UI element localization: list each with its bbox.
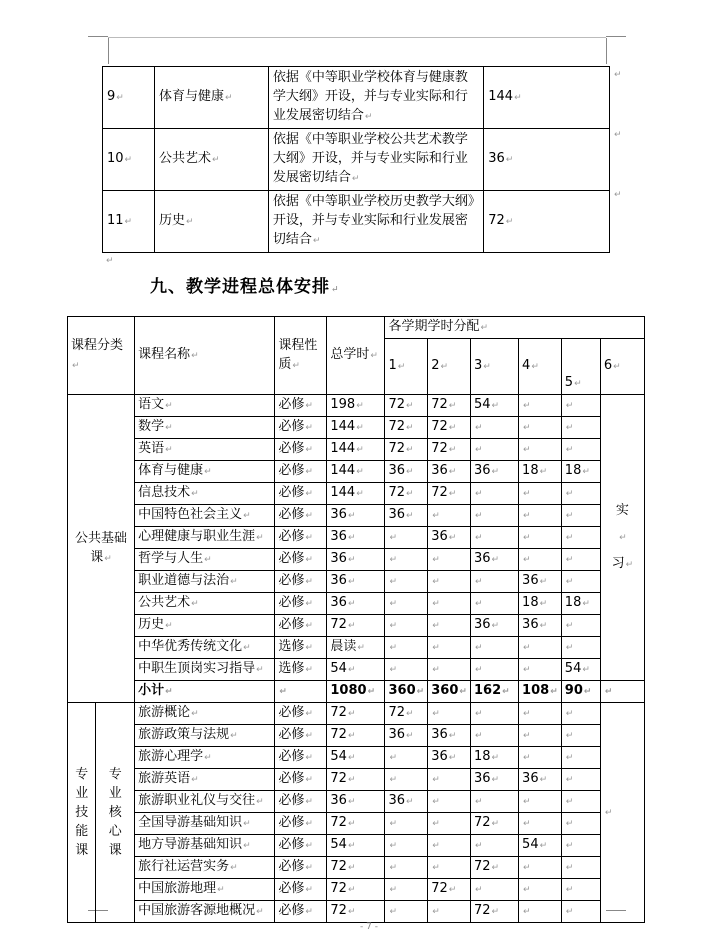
semester-4-cell: ↵: [519, 395, 562, 417]
semester-1-cell: ↵: [385, 769, 428, 791]
course-name-cell: 旅游概论↵: [135, 703, 275, 725]
semester-2-cell: ↵: [428, 615, 471, 637]
semester-5-cell: ↵: [561, 901, 600, 923]
semester-1-cell: 36↵: [385, 505, 428, 527]
semester-3-cell: ↵: [470, 725, 518, 747]
course-row: [103, 129, 610, 191]
table-row: [68, 439, 645, 461]
semester-1-cell: ↵: [385, 747, 428, 769]
table-row: [68, 725, 645, 747]
total-hours-cell: 72↵: [327, 879, 385, 901]
course-name-cell: 中国特色社会主义↵: [135, 505, 275, 527]
semester-4-cell: ↵: [519, 483, 562, 505]
course-name-cell: 旅行社运营实务↵: [135, 857, 275, 879]
semester-1-cell: 36↵: [385, 725, 428, 747]
semester-4-cell: ↵: [519, 813, 562, 835]
semester-4-cell: 36↵: [519, 615, 562, 637]
semester-2-cell: ↵: [428, 659, 471, 681]
course-nature-cell: 必修↵: [275, 483, 327, 505]
semester-1-cell: ↵: [385, 835, 428, 857]
semester-2-cell: ↵: [428, 901, 471, 923]
semester-5-cell: ↵: [561, 791, 600, 813]
professional-core-course-label: 专业核心课: [96, 703, 135, 923]
semester-5-cell: ↵: [561, 703, 600, 725]
semester-1-cell: ↵: [385, 527, 428, 549]
course-nature-cell: 必修↵: [275, 901, 327, 923]
course-name-cell: 旅游心理学↵: [135, 747, 275, 769]
semester-1-cell: ↵: [385, 615, 428, 637]
course-row: [103, 67, 610, 129]
semester-2-cell: ↵: [428, 703, 471, 725]
semester-5-cell: ↵: [561, 549, 600, 571]
course-name-cell: 语文↵: [135, 395, 275, 417]
semester-2-cell: 36↵: [428, 747, 471, 769]
semester-2-cell: ↵: [428, 637, 471, 659]
course-nature-cell: 必修↵: [275, 615, 327, 637]
header-nature: 课程性质↵: [275, 317, 327, 395]
semester-2-cell: ↵: [428, 571, 471, 593]
internship-char-1: 实: [615, 502, 629, 518]
total-hours-cell: 36↵: [327, 571, 385, 593]
table-row: [68, 659, 645, 681]
table-row: [68, 461, 645, 483]
semester-2-cell: ↵: [428, 857, 471, 879]
semester-1-cell: ↵: [385, 571, 428, 593]
course-row: [103, 191, 610, 253]
course-name-cell: 历史↵: [135, 615, 275, 637]
semester-4-cell: ↵: [519, 747, 562, 769]
crop-mark-top-left-v: [108, 38, 109, 64]
header-semester-6: 6↵: [600, 339, 644, 395]
course-nature-cell: 必修↵: [275, 791, 327, 813]
page-number: - 7 -: [360, 922, 378, 932]
total-hours-cell: 54↵: [327, 747, 385, 769]
header-course-name: 课程名称↵: [135, 317, 275, 395]
course-name: 公共艺术↵: [154, 129, 268, 191]
table-row: [68, 527, 645, 549]
course-name: 历史↵: [154, 191, 268, 253]
semester-2-cell: ↵: [428, 593, 471, 615]
course-name-cell: 地方导游基础知识↵: [135, 835, 275, 857]
course-nature-cell: 必修↵: [275, 769, 327, 791]
header-row-1: [68, 317, 645, 339]
total-hours-cell: 198↵: [327, 395, 385, 417]
total-hours-cell: 54↵: [327, 659, 385, 681]
course-name-cell: 数学↵: [135, 417, 275, 439]
semester-5-cell: 90↵: [561, 681, 600, 703]
semester-1-cell: 36↵: [385, 461, 428, 483]
course-name-cell: 旅游政策与法规↵: [135, 725, 275, 747]
semester-5-cell: ↵: [561, 483, 600, 505]
semester-2-cell: 72↵: [428, 879, 471, 901]
semester-2-cell: 72↵: [428, 417, 471, 439]
semester-5-cell: ↵: [561, 879, 600, 901]
semester-3-cell: 36↵: [470, 461, 518, 483]
internship-char-2: 习: [611, 555, 625, 571]
professional-skill-course-label: 专业技能课: [68, 703, 96, 923]
course-nature-cell: 必修↵: [275, 879, 327, 901]
header-semester-5: 5↵: [561, 339, 600, 395]
semester-1-cell: 72↵: [385, 439, 428, 461]
semester-3-cell: ↵: [470, 483, 518, 505]
course-nature-cell: 必修↵: [275, 725, 327, 747]
course-nature-cell: 必修↵: [275, 549, 327, 571]
semester-3-cell: ↵: [470, 835, 518, 857]
semester-5-cell: ↵: [561, 813, 600, 835]
semester-5-cell: ↵: [561, 505, 600, 527]
total-hours-cell: 72↵: [327, 703, 385, 725]
semester-5-cell: ↵: [561, 439, 600, 461]
semester-3-cell: 36↵: [470, 549, 518, 571]
semester-2-cell: 72↵: [428, 439, 471, 461]
semester-2-cell: ↵: [428, 769, 471, 791]
course-nature-cell: 必修↵: [275, 417, 327, 439]
semester-5-cell: ↵: [561, 637, 600, 659]
semester-4-cell: ↵: [519, 901, 562, 923]
course-name: 体育与健康↵: [154, 67, 268, 129]
table-row: [68, 593, 645, 615]
table-row: [68, 769, 645, 791]
course-name-cell: 体育与健康↵: [135, 461, 275, 483]
semester-4-cell: ↵: [519, 703, 562, 725]
table-row: [68, 747, 645, 769]
semester-3-cell: 18↵: [470, 747, 518, 769]
semester-3-cell: ↵: [470, 571, 518, 593]
semester-4-cell: ↵: [519, 417, 562, 439]
course-name-cell: 中国旅游客源地概况↵: [135, 901, 275, 923]
semester-5-cell: ↵: [561, 417, 600, 439]
subtotal-row: [68, 681, 645, 703]
semester-6-cell: ↵: [600, 703, 644, 923]
total-hours-cell: 36↵: [327, 791, 385, 813]
course-nature-cell: 必修↵: [275, 835, 327, 857]
header-rule: [108, 37, 606, 38]
header-semester-group: 各学期学时分配↵: [385, 317, 645, 339]
crop-mark-top-left-h: [88, 36, 108, 37]
total-hours-cell: 72↵: [327, 615, 385, 637]
semester-4-cell: ↵: [519, 879, 562, 901]
semester-5-cell: ↵: [561, 571, 600, 593]
semester-3-cell: 72↵: [470, 857, 518, 879]
semester-3-cell: ↵: [470, 703, 518, 725]
total-hours-cell: 72↵: [327, 725, 385, 747]
table-row: [68, 571, 645, 593]
semester-6-cell: ↵: [600, 681, 644, 703]
table-row: [68, 857, 645, 879]
course-nature-cell: 必修↵: [275, 571, 327, 593]
course-nature-cell: 必修↵: [275, 395, 327, 417]
semester-3-cell: ↵: [470, 637, 518, 659]
semester-2-cell: 72↵: [428, 483, 471, 505]
semester-5-cell: ↵: [561, 769, 600, 791]
table-row: [68, 901, 645, 923]
semester-5-cell: ↵: [561, 747, 600, 769]
semester-1-cell: 72↵: [385, 395, 428, 417]
semester-4-cell: ↵: [519, 505, 562, 527]
semester-4-cell: 18↵: [519, 593, 562, 615]
semester-4-cell: 36↵: [519, 571, 562, 593]
semester-4-cell: ↵: [519, 637, 562, 659]
course-name-cell: 公共艺术↵: [135, 593, 275, 615]
course-nature-cell: 必修↵: [275, 857, 327, 879]
semester-4-cell: 108↵: [519, 681, 562, 703]
semester-4-cell: 18↵: [519, 461, 562, 483]
semester-4-cell: ↵: [519, 549, 562, 571]
total-hours-cell: 72↵: [327, 813, 385, 835]
course-nature-cell: 必修↵: [275, 527, 327, 549]
header-semester-1: 1↵: [385, 339, 428, 395]
course-number: 11↵: [103, 191, 155, 253]
course-nature-cell: 必修↵: [275, 593, 327, 615]
course-name-cell: 旅游英语↵: [135, 769, 275, 791]
semester-1-cell: 36↵: [385, 791, 428, 813]
table-row: [68, 791, 645, 813]
table-row: [68, 835, 645, 857]
course-description: 依据《中等职业学校历史教学大纲》开设，并与专业实际和行业发展密切结合↵: [268, 191, 483, 253]
course-nature-cell: 必修↵: [275, 461, 327, 483]
total-hours-cell: 36↵: [327, 549, 385, 571]
course-name-cell: 心理健康与职业生涯↵: [135, 527, 275, 549]
course-description: 依据《中等职业学校公共艺术教学大纲》开设，并与专业实际和行业发展密切结合↵: [268, 129, 483, 191]
semester-1-cell: 72↵: [385, 703, 428, 725]
semester-1-cell: 72↵: [385, 417, 428, 439]
semester-3-cell: ↵: [470, 659, 518, 681]
semester-5-cell: 18↵: [561, 593, 600, 615]
semester-1-cell: ↵: [385, 879, 428, 901]
semester-1-cell: ↵: [385, 549, 428, 571]
total-hours-cell: 72↵: [327, 857, 385, 879]
course-nature-cell: 必修↵: [275, 747, 327, 769]
semester-2-cell: ↵: [428, 549, 471, 571]
semester-4-cell: ↵: [519, 791, 562, 813]
semester-2-cell: ↵: [428, 791, 471, 813]
table-row: [68, 879, 645, 901]
course-name-cell: 信息技术↵: [135, 483, 275, 505]
semester-3-cell: ↵: [470, 439, 518, 461]
total-hours-cell: 1080↵: [327, 681, 385, 703]
header-category: 课程分类↵: [68, 317, 135, 395]
total-hours-cell: 36↵: [327, 505, 385, 527]
semester-1-cell: ↵: [385, 857, 428, 879]
semester-3-cell: 36↵: [470, 769, 518, 791]
public-basic-course-label: 公共基础课↵: [68, 395, 135, 703]
semester-3-cell: 54↵: [470, 395, 518, 417]
semester-5-cell: ↵: [561, 527, 600, 549]
semester-3-cell: ↵: [470, 505, 518, 527]
section-heading: 九、教学进程总体安排↵: [150, 277, 340, 297]
table-row: [68, 417, 645, 439]
semester-4-cell: ↵: [519, 439, 562, 461]
semester-2-cell: 72↵: [428, 395, 471, 417]
crop-mark-top-right-h: [606, 36, 626, 37]
course-name-cell: 中国旅游地理↵: [135, 879, 275, 901]
total-hours-cell: 72↵: [327, 769, 385, 791]
semester-2-cell: 360↵: [428, 681, 471, 703]
course-nature-cell: 必修↵: [275, 703, 327, 725]
semester-2-cell: ↵: [428, 813, 471, 835]
semester-2-cell: ↵: [428, 505, 471, 527]
table-row: [68, 395, 645, 417]
total-hours-cell: 144↵: [327, 483, 385, 505]
table-row: [68, 505, 645, 527]
course-nature-cell: 选修↵: [275, 659, 327, 681]
semester-3-cell: ↵: [470, 417, 518, 439]
course-name-cell: 中华优秀传统文化↵: [135, 637, 275, 659]
semester-4-cell: ↵: [519, 527, 562, 549]
course-nature-cell: 必修↵: [275, 813, 327, 835]
semester-5-cell: ↵: [561, 615, 600, 637]
semester-5-cell: ↵: [561, 857, 600, 879]
header-semester-3: 3↵: [470, 339, 518, 395]
table-row: [68, 813, 645, 835]
course-description-table: [102, 66, 610, 253]
semester-5-cell: ↵: [561, 395, 600, 417]
course-name-cell: 旅游职业礼仪与交往↵: [135, 791, 275, 813]
table-row: [68, 549, 645, 571]
semester-5-cell: ↵: [561, 725, 600, 747]
semester-2-cell: 36↵: [428, 527, 471, 549]
course-hours: 36↵: [484, 129, 610, 191]
course-hours: 72↵: [484, 191, 610, 253]
semester-4-cell: 36↵: [519, 769, 562, 791]
semester-3-cell: ↵: [470, 593, 518, 615]
course-name-cell: 全国导游基础知识↵: [135, 813, 275, 835]
semester-1-cell: ↵: [385, 593, 428, 615]
header-semester-2: 2↵: [428, 339, 471, 395]
course-nature-cell: 选修↵: [275, 637, 327, 659]
semester-1-cell: ↵: [385, 637, 428, 659]
semester-1-cell: 72↵: [385, 483, 428, 505]
semester-3-cell: ↵: [470, 791, 518, 813]
semester-3-cell: ↵: [470, 527, 518, 549]
header-total-hours: 总学时↵: [327, 317, 385, 395]
course-number: 9↵: [103, 67, 155, 129]
total-hours-cell: 36↵: [327, 593, 385, 615]
semester-5-cell: 54↵: [561, 659, 600, 681]
total-hours-cell: 72↵: [327, 901, 385, 923]
crop-mark-top-right-v: [606, 38, 607, 64]
semester-2-cell: 36↵: [428, 461, 471, 483]
table-row: [68, 637, 645, 659]
table-row: [68, 615, 645, 637]
semester-1-cell: ↵: [385, 901, 428, 923]
total-hours-cell: 144↵: [327, 417, 385, 439]
semester-3-cell: ↵: [470, 879, 518, 901]
course-hours: 144↵: [484, 67, 610, 129]
course-description: 依据《中等职业学校体育与健康教学大纲》开设，并与专业实际和行业发展密切结合↵: [268, 67, 483, 129]
total-hours-cell: 36↵: [327, 527, 385, 549]
course-name-cell: 小计↵: [135, 681, 275, 703]
semester-2-cell: 36↵: [428, 725, 471, 747]
semester-5-cell: 18↵: [561, 461, 600, 483]
course-name-cell: 英语↵: [135, 439, 275, 461]
total-hours-cell: 晨读↵: [327, 637, 385, 659]
semester-4-cell: ↵: [519, 725, 562, 747]
total-hours-cell: 54↵: [327, 835, 385, 857]
semester-4-cell: ↵: [519, 659, 562, 681]
course-nature-cell: 必修↵: [275, 505, 327, 527]
total-hours-cell: 144↵: [327, 461, 385, 483]
course-nature-cell: 必修↵: [275, 439, 327, 461]
course-number: 10↵: [103, 129, 155, 191]
semester-1-cell: 360↵: [385, 681, 428, 703]
internship-cell: 实 ↵ 习↵: [600, 395, 644, 681]
semester-3-cell: 36↵: [470, 615, 518, 637]
semester-5-cell: ↵: [561, 835, 600, 857]
total-hours-cell: 144↵: [327, 439, 385, 461]
table-row: [68, 703, 645, 725]
semester-1-cell: ↵: [385, 659, 428, 681]
table-row: [68, 483, 645, 505]
semester-3-cell: 162↵: [470, 681, 518, 703]
course-name-cell: 职业道德与法治↵: [135, 571, 275, 593]
semester-4-cell: ↵: [519, 857, 562, 879]
semester-2-cell: ↵: [428, 835, 471, 857]
course-name-cell: 中职生顶岗实习指导↵: [135, 659, 275, 681]
teaching-schedule-table: [67, 316, 645, 923]
semester-4-cell: 54↵: [519, 835, 562, 857]
semester-1-cell: ↵: [385, 813, 428, 835]
semester-3-cell: 72↵: [470, 813, 518, 835]
semester-3-cell: 72↵: [470, 901, 518, 923]
course-name-cell: 哲学与人生↵: [135, 549, 275, 571]
course-nature-cell: ↵: [275, 681, 327, 703]
header-semester-4: 4↵: [519, 339, 562, 395]
